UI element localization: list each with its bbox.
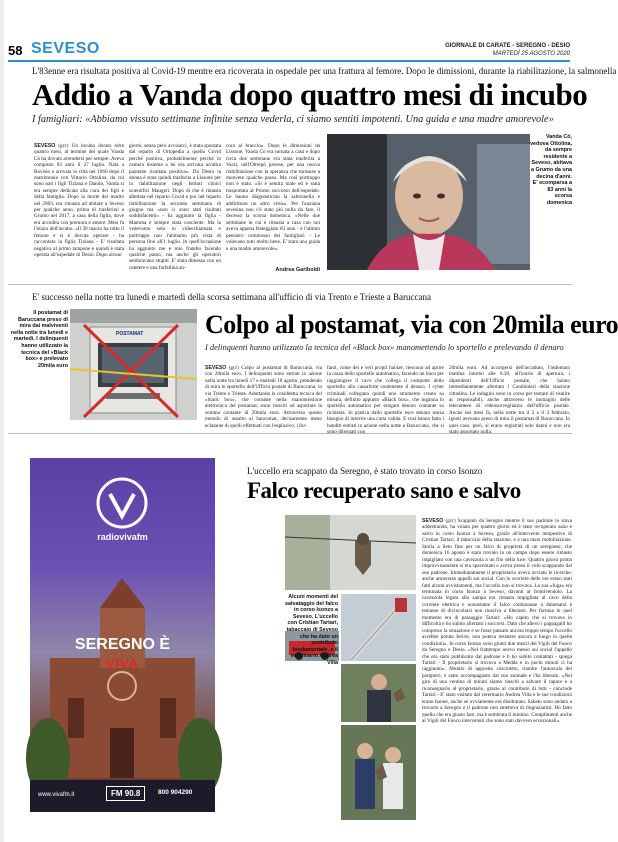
- article2-separator: [8, 433, 572, 434]
- section-title: SEVESO: [31, 40, 100, 57]
- falcon-photo-2: [341, 594, 416, 661]
- ad-brand: radiovivafm: [97, 532, 148, 542]
- falcon-on-wire: [285, 515, 416, 590]
- firefighter-ladder: [341, 594, 416, 661]
- ad-url[interactable]: www.vivafm.it: [38, 792, 75, 798]
- article3-location: SEVESO: [422, 518, 444, 524]
- article1-column-2: giorni, senza però avvisarci, è stata spostata dal reparto di Ortopedia a quello Covid perché positiva, probabilmente perché in camera insieme a lei era arrivata un'altra paziente risultata positiva». Da Desio la donna è stata quindi trasferita a Lissone per la riabilitazione negli Istituti clinici scientifici Maugeri. Dopo di che è rimasta allettata nel reparto Covid e poi nel reparto riabilitazione la seconda settimana di giugno ma «non ci sono stati risultati soddisfacenti» - ha aggiunto la figlia - Mamma è sempre stata coscientе. Ma la vedevamo solo in videochiamata e purtroppo non l'abbiamo più vista di persona fino all'1 luglio. In quell'occasione ha aggiunto me e mio fratello facendo qualche passo, ma anche gli operatori sembravano stupiti. E' stata dimessa con un catetere e una farfallina an-: [129, 143, 221, 271]
- article1-column-3: cora al braccio». Dopo le dimissioni da Lissone, Vanda Cò era tornata a casa e dopo circa due settimane era stata trasferita a Varzi, nell'Oltrepò pavese, per una nuova riabilitazione con la speranza che tornasse a muovere qualche passo. Ma così purtroppo non è stato. «Si è sentita male ed è stata trasportata al Pronto soccorso dell'ospedale. Le hanno diagnosticato la salmonella e addirittura un altro virus». Per l'anziana sevesina non c'è stato più nulla da fare, il decesso la scorsa domenica. «Nelle due settimane in cui è rimasta a casa con noi aveva appena festeggiato 83 anni - è l'ultimo pensiero commosso dei famigliari - Le volevano tutti molto bene. E' stata una guida e una madre amorevole».: [226, 143, 320, 252]
- article1-location: SEVESO: [34, 143, 56, 149]
- newspaper-name: GIORNALE DI CARATE - SEREGNO - DESIO: [445, 43, 570, 49]
- article2-column-1: SEVESO (gcr) Colpo al postamat di Baruccana, via con 20mila euro. I delinquenti sono entrati in azione nella notte tra lunedì 17 e martedì 18 agosto, prendendo di mira lo sportello dell'Ufficio postale di Baruccana, in via Trento e Trieste. Adottando la cosiddetta tecnica del «black box», che consiste nella manomissione elettronica del postamat, sono riusciti ad asportare la somma contante di 20mila euro. Attraverso questo metodo di assalto ai bancomat, decisamente meno eclatante di quelli effettuati con l'esplosivo, i fur-: [205, 365, 323, 429]
- article1-kicker: L'83enne era risultata positiva al Covid-19 mentre era ricoverata in ospedale per una frattura al femore. Dopo le dimissioni, durante la riabilitazione, la salmonella: [32, 66, 617, 76]
- page-number: 58: [8, 43, 23, 58]
- page-fold: [0, 0, 4, 842]
- radio-advertisement[interactable]: [30, 458, 215, 812]
- header-rule: [8, 60, 570, 62]
- masthead-info: [445, 42, 570, 58]
- article2-location: SEVESO: [205, 365, 227, 371]
- ad-background-art: [30, 458, 215, 812]
- article2-column-2: fanti, come dei e veri propri hacker, riescono ad aprire la cassa dello sportello automatico, facendo un buco per raggiungere il cavo che collega il computer dello sportello alla cassaforte contenente il denaro. I cyber criminali collegano quindi uno strumento creato su misura, definito appunto «Black box», che inganna lo sportello automatico per erogare denaro contante su richiesta. In pratica dallo sportello esce denaro senza bisogno di inserire una carta valida. E così hanno fatto i banditi entrati in azione nella notte a Baruccana, che si: [327, 365, 444, 429]
- postamat-label: POSTAMAT: [116, 331, 144, 337]
- article2-title: Colpo al postamat, via con 20mila euro: [205, 310, 618, 339]
- article1-title: Addio a Vanda dopo quattro mesi di incubo: [32, 77, 588, 112]
- ad-phone[interactable]: 800 904290: [158, 789, 193, 796]
- ad-headline-2: VIVA: [105, 656, 140, 671]
- man-with-falcon: [341, 664, 416, 722]
- postamat-photo: [70, 309, 197, 420]
- people-with-falcon: [341, 725, 416, 820]
- ad-headline: SEREGNO È: [74, 636, 171, 653]
- falcon-photo-1: [285, 515, 416, 590]
- vanda-portrait: [327, 134, 530, 270]
- article1-subtitle: I famigliari: «Abbiamo vissuto settimane infinite senza vederla, ci siamo sentiti impotenti. Una guida e una madre amorevole»: [32, 114, 554, 125]
- issue-date: MARTEDÌ 25 AGOSTO 2020: [492, 51, 570, 57]
- article3-kicker: L'uccello era scappato da Seregno, è stato trovato in corso Isonzo: [247, 466, 483, 476]
- article1-signature: Andrea Gariboldi: [275, 267, 320, 273]
- article1-separator: [8, 284, 572, 285]
- veterinarian-photo: [341, 725, 416, 820]
- tartari-photo: [341, 664, 416, 722]
- vanda-photo: [327, 134, 530, 270]
- article2-subtitle: I delinquenti hanno utilizzato la tecnica del «Black box» manomettendo lo sportello e prelevando il denaro: [205, 343, 564, 352]
- article2-column-3: 20mila euro. Ad accorgersi dell'accaduto, l'indomani mattina intorno alle 8.30, all'orario di apertura, i dipendenti dell'Ufficio postale, che hanno immediatamente allertato i Carabinieri della stazione cittadina. Le indagini sono in corso per tentare di risalire ai responsabili, anche attraverso le immagini delle telecamere di videosorveglianza dell'ufficio postale. Anche nei mesi fa, nella notte tra il 2 e il 3 febbraio, ignoti avevano preso di mira il postamat di Baruccana. In quel caso, però, si erano registrati solo danni e non era: [449, 365, 570, 429]
- article2-side-caption: Il postamat di Baruccana preso di mira dai malviventi nella notte tra lunedì e martedì. I delinquenti hanno utilizzato la tecnica del «Black box» e prelevato 20mila euro: [10, 310, 68, 369]
- article1-photo-caption: Vanda Cò, vedova Ottolina, da sempre residente a Seveso, abitava a Grumo da una decina d'anni. E' scomparsa a 83 anni la scorsa domenica: [530, 134, 572, 206]
- postamat-machine: [70, 309, 197, 420]
- article2-kicker: E' successo nella notte tra lunedì e martedì della scorsa settimana all'ufficio di via Trento e Trieste a Baruccana: [32, 292, 431, 302]
- article3-photo-caption: Alcuni momenti del salvataggio del falco in corso Isonzo a Seveso. L'uccello con Cristian Tartari, tabaccaio di Seveso che ha dato un contributo fondamentale, e il veterinario Andrea Villa: [284, 594, 338, 666]
- ad-frequency: FM 90.8: [106, 786, 145, 801]
- article3-body: SEVESO (gcr) Scappato da Seregno mentre il suo padrone lo stava addestrando, ha volato per quattro giorni ed è stato recuperato sano e salvo in corso Isonzo a Seveso, grazie all'intervento tempestivo di Cristian Tartari, il tabaccaio della stazione, e a una maxi mobilitazione. Storia a lieto fine per un falco di proprietà di un seregnese, che domenica 16 agosto è stato trovato in un campo dopo essere rimasto impigliato con una cavezzola a un filo della luce. Quattro giorni prima improvvisamente si era spaventato e aveva preso il volo scappando dal suo padrone. Immediatamente il proprietario aveva avviato le ricerche, anche attraverso appelli sui social. Con lo scorrere delle ore erano stati fatti alcuni avvistamenti, ma l'uccello non si trovava. La sua «fuga» era terminata in corso Isonzo a Seveso, davanti al frontivendolo. La cavezzola legata alla zampa era rimasta impigliata al cavo della corrente elettrica e nonostante il falco continuasse a dimenarsi e tentasse di divincolarsi non riusciva a liberarsi. Per fortuna in quel momento era di passaggio Tartari: «Ho capito che si trovava in difficoltà e ho subito allertato i soccorsi. Dato che allevo i pappagalli ho compreso la situazione e se fosse passato ancora troppo tempo l'uccello avrebbe potuto ferirsi, non poteva resistere ancora a lungo in quelle condizioni». In corso Isonzo sono giunti due mezzi dei Vigili del Fuoco da Seregno e Desio. «Nel frattempo avevo messo sui social l'appello che era stato pubblicato dal padrone e li ho subito contattati - spiega Tartari - Il proprietario si trovava a Medda e in pochi minuti ci ha raggiunto». Munito di apposito cuscinetto, tramite l'autoscala dei pompieri, è stato accompagnato dal suo animale e l'ha liberato. «Nel giro di una ventina di minuti siamo riusciti a salvare il rapace e a riconsegnarlo al proprietario, grazie al contributo di tutti - conclude Tartari - E' stato visitato dal veterinario Andrea Villa e le sue condizioni erano buone, anche se ovviamente era disidratato. Sabato sono andato a trovarlo a Seregno e il padrone non smetteva di ringraziarmi. Ho fatto quello che era giusto fare, ma è sembrata il minimo. Complimenti anche ai Vigili del Fuoco intervenuti che sono stati davvero eccezionali».: [422, 518, 573, 725]
- article1-column-1: SEVESO (gcr) Un incubo durato oltre quattro mesi, al termine del quale Vanda Cò ha dovuto arrendersi per sempre. Aveva compiuto 83 anni il 27 luglio. Nata a Bovisio e arrivata in città nel 1960 dopo il matrimonio con Vittorio Ottolina, da cui sono nati i figli Tiziana e Danilo, Vanda si era sempre dedicata alla cura dei figli e della famiglia. Dopo la morte del marito nel 2003, era rimasta ad abitare a Seveso per qualche anno, prima di trasferirsi a Grumo nel 2017, a casa della figlia, dove era accudita con premura e amore. Mesi fa l'inizio dell'incubo. «Il 30 marzo ha rotto il femore e si è dovuta operare - ha raccontato la figlia Tiziana - E' risultata negativa al primo tampone e quindi è stata operata all'ospedale di Desio. Dopo alcuni: [34, 143, 125, 258]
- article3-title: Falco recuperato sano e salvo: [247, 478, 521, 503]
